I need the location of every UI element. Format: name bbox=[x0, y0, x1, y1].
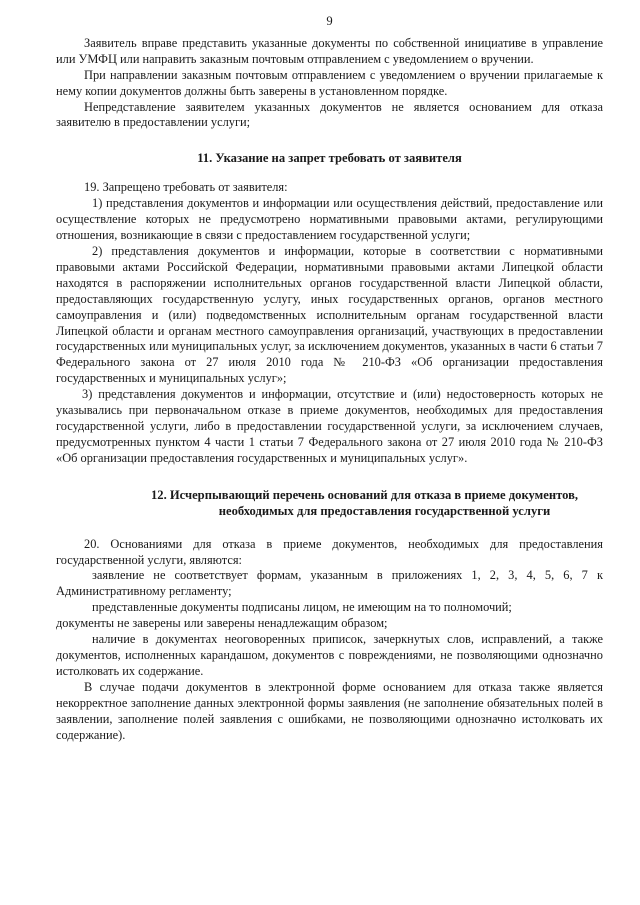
ground-2: представленные документы подписаны лицом, не имеющим на то полномочий; bbox=[92, 600, 512, 615]
intro-paragraph-3: Непредставление заявителем указанных документов не является основанием для отказа заявителю в предоставлении услуги; bbox=[56, 99, 603, 130]
ground-3: документы не заверены или заверены ненадлежащим образом; bbox=[56, 616, 388, 631]
section-11-lead: 19. Запрещено требовать от заявителя: bbox=[84, 180, 288, 195]
section-12-lead: 20. Основаниями для отказа в приеме документов, необходимых для предоставления государственной услуги, являются: bbox=[56, 536, 603, 567]
section-12-heading bbox=[56, 487, 603, 519]
section-11-item-2: 2) представления документов и информации, которые в соответствии с нормативными правовыми актами Российской Федерации, нормативными правовыми актами Липецкой области находятся в распоряжении исполнительных органов государственной власти Липецкой области, предоставляющих государственную услугу, иных государственных органов, органов местного самоуправления и (или) подведомственных исполнительным органам государственной власти Липецкой области и органам местного самоуправления организаций, участвующих в предоставлении государственных или муниципальных услуг, за исключением документов, указанных в части 6 статьи 7 Федерального закона от 27 июля 2010 года № 210-ФЗ «Об организации предоставления государственных и муниципальных услуг»; bbox=[56, 243, 604, 386]
page-number: 9 bbox=[326, 14, 333, 28]
section-11-heading: 11. Указание на запрет требовать от заявителя bbox=[197, 151, 462, 166]
ground-4: наличие в документах неоговоренных приписок, зачеркнутых слов, исправлений, а также документов, исполненных карандашом, документов с повреждениями, не позволяющими однозначно истолковать их содержание. bbox=[56, 632, 603, 678]
section-12-heading-line-2: необходимых для предоставления государственной услуги bbox=[218, 503, 551, 518]
section-11-item-3: 3) представления документов и информации, отсутствие и (или) недостоверность которых не указывались при первоначальном отказе в приеме документов, необходимых для предоставления государственной услуги, либо в предоставлении государственной услуги, за исключением случаев, предусмотренных пунктом 4 части 1 статьи 7 Федерального закона от 27 июля 2010 года № 210-ФЗ «Об организации предоставления государственных и муниципальных услуг». bbox=[56, 387, 603, 465]
section-11-item-1: 1) представления документов и информации или осуществления действий, предоставление или осуществление которых не предусмотрено нормативными правовыми актами, регулирующими отношения, возникающие в связи с предоставлением государственной услуги; bbox=[56, 196, 603, 243]
intro-paragraph-2: При направлении заказным почтовым отправлением с уведомлением о вручении прилагаемые к нему копии документов должны быть заверены в установленном порядке. bbox=[56, 67, 603, 98]
electronic-form-paragraph: В случае подачи документов в электронной форме основанием для отказа также является некорректное заполнение данных электронной формы заявления (не заполнение обязательных полей в заявлении, заполнение полей заявления с ошибками, не позволяющими однозначно истолковать их содержание). bbox=[56, 679, 603, 742]
section-12-heading-line-1: 12. Исчерпывающий перечень оснований для отказа в приеме документов, bbox=[150, 487, 579, 502]
ground-1: заявление не соответствует формам, указанным в приложениях 1, 2, 3, 4, 5, 6, 7 к Административному регламенту; bbox=[56, 568, 603, 599]
intro-paragraph-1: Заявитель вправе представить указанные документы по собственной инициативе в управление или УМФЦ или направить заказным почтовым отправлением с уведомлением о вручении. bbox=[56, 35, 603, 66]
document-page bbox=[56, 14, 603, 743]
